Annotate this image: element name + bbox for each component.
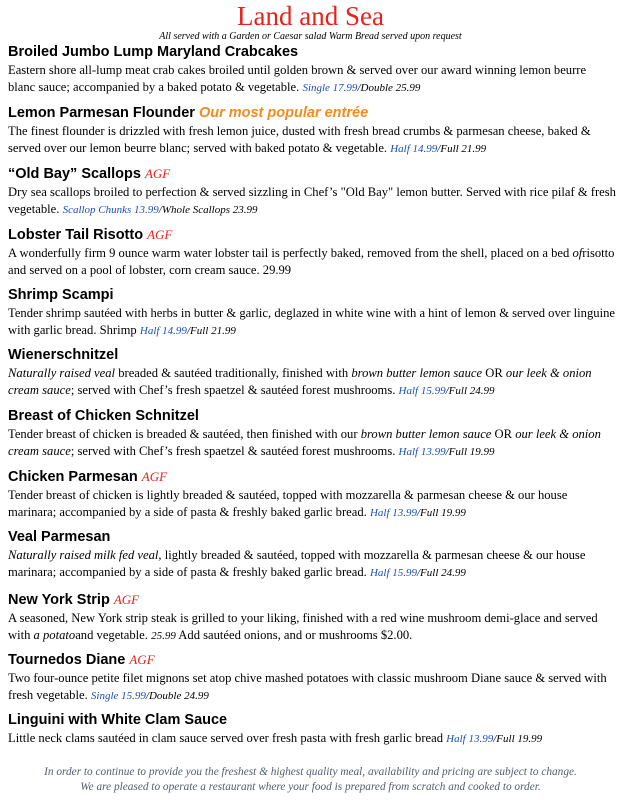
description-text: OR [485, 366, 503, 380]
item-name: New York Strip [8, 592, 110, 608]
description-text: The finest flounder is drizzled with fresh lemon juice, dusted with fresh bread crumbs & parmesan cheese, baked & served over our lemon beurre blanc; served with baked potato & vegetable. [8, 124, 591, 155]
description-italic: brown butter lemon sauce [351, 366, 483, 380]
description-text: A seasoned, New York strip steak is grilled to your liking, finished with a red wine mushroom demi-glace and served with [8, 611, 598, 642]
agf-badge: AGF [144, 166, 171, 181]
menu-item-tournedos-diane [8, 650, 616, 705]
item-name: Shrimp Scampi [8, 287, 114, 303]
price-primary: Half 13.99 [446, 733, 494, 745]
item-name: Veal Parmesan [8, 529, 111, 545]
item-name-row [8, 164, 616, 184]
item-description [8, 245, 616, 279]
item-name: Linguini with White Clam Sauce [8, 712, 228, 728]
item-description [8, 426, 616, 461]
price-secondary: /Full 19.99 [493, 733, 543, 745]
item-name: Chicken Parmesan [8, 469, 138, 485]
footer-line: In order to continue to provide you the freshest & highest quality meal, availability and pricing are subject to change. [44, 766, 577, 778]
item-name: Breast of Chicken Schnitzel [8, 408, 199, 424]
item-name-row [8, 590, 616, 610]
description-text: Tender breast of chicken is breaded & sautéed, then finished with our [8, 427, 358, 441]
description-text: A wonderfully firm 9 ounce warm water lobster tail is perfectly baked, removed from the shell, placed on a bed [8, 246, 570, 260]
item-name: Tournedos Diane [8, 652, 126, 668]
agf-badge: AGF [113, 592, 140, 607]
price-secondary: /Full 24.99 [445, 385, 495, 397]
agf-badge: AGF [141, 469, 168, 484]
agf-badge: AGF [129, 652, 155, 667]
price-primary: Scallop Chunks 13.99 [62, 204, 159, 216]
agf-badge: AGF [147, 227, 173, 242]
description-text: ; served with Chef’s fresh spaetzel & sautéed forest mushrooms. [70, 444, 396, 458]
description-italic: our leek & onion cream sauce [8, 366, 592, 397]
menu-item-chicken-parmesan [8, 467, 616, 522]
description-italic: Naturally raised milk fed veal, [8, 548, 162, 562]
price-primary: Half 13.99 [398, 446, 446, 458]
description-text: risotto and served on a pool of lobster, corn cream sauce. 29.99 [8, 246, 615, 277]
description-text: breaded & sautéed traditionally, finished with [118, 366, 349, 380]
menu-item-new-york-strip [8, 590, 616, 645]
item-description [8, 730, 616, 748]
menu-item-linguini [8, 711, 616, 748]
description-italic: brown butter lemon sauce [360, 427, 492, 441]
price-secondary: /Double 24.99 [145, 690, 209, 702]
item-description [8, 610, 616, 645]
description-text: Tender breast of chicken is lightly breaded & sautéed, topped with mozzarella & parmesan cheese & our house marinara; accompanied by a side of pasta & freshly baked garlic bread. [8, 488, 568, 519]
description-italic: our leek & onion cream sauce [8, 427, 601, 458]
description-italic: a potato [33, 628, 76, 642]
item-description [8, 184, 616, 219]
item-description [8, 487, 616, 522]
price-primary: Half 14.99 [139, 325, 187, 337]
price-secondary: /Full 24.99 [417, 567, 466, 579]
menu-item-wienerschnitzel [8, 346, 616, 400]
description-text: Add sautéed onions, and or mushrooms $2.00. [178, 628, 413, 642]
description-text: Tender shrimp sautéed with herbs in butter & garlic, deglazed in white wine with a hint of lemon & served over linguine with garlic bread. Shrimp [8, 306, 615, 337]
menu-item-veal-parmesan [8, 528, 616, 582]
description-text: OR [494, 427, 513, 441]
item-name-row [8, 467, 616, 487]
price-primary: Single 15.99 [90, 690, 146, 702]
footer-notice [0, 765, 621, 795]
item-name-row [8, 225, 616, 245]
menu-item-scallops [8, 164, 616, 219]
item-name: Broiled Jumbo Lump Maryland Crabcakes [8, 44, 299, 60]
price-primary: Half 13.99 [369, 507, 417, 519]
menu-item-scampi [8, 286, 616, 340]
price-primary: Half 15.99 [369, 567, 417, 579]
menu-item-chicken-schnitzel [8, 407, 616, 461]
item-name-row [8, 650, 616, 670]
description-text: ; served with Chef’s fresh spaetzel & sautéed forest mushrooms. [70, 383, 396, 397]
item-description [8, 123, 616, 158]
popular-tag: Our most popular entrée [198, 105, 369, 121]
price-primary: Half 14.99 [390, 143, 438, 155]
price-secondary: /Whole Scallops 23.99 [158, 204, 258, 216]
menu-item-flounder [8, 104, 616, 158]
item-name: Wienerschnitzel [8, 347, 119, 363]
page-title: Land and Sea [237, 1, 384, 31]
price-secondary: /Full 21.99 [186, 325, 236, 337]
item-name: “Old Bay” Scallops [8, 166, 141, 182]
menu-item-lobster [8, 225, 616, 279]
description-text: Little neck clams sautéed in clam sauce served over fresh pasta with fresh garlic bread [8, 731, 444, 745]
item-description [8, 305, 616, 340]
price-primary: Single 17.99 [302, 82, 358, 94]
description-text: and vegetable. [75, 628, 148, 642]
item-description [8, 62, 616, 97]
price-secondary: /Double 25.99 [357, 82, 421, 94]
item-description [8, 365, 616, 400]
page-subtitle: All served with a Garden or Caesar salad Warm Bread served upon request [159, 31, 462, 42]
description-italic: Naturally raised veal [8, 366, 116, 380]
price-primary: Half 15.99 [398, 385, 446, 397]
price-secondary: /Full 19.99 [417, 507, 466, 519]
item-name: Lemon Parmesan Flounder [8, 105, 195, 121]
item-name: Lobster Tail Risotto [8, 227, 144, 243]
description-text: Two four-ounce petite filet mignons set atop chive mashed potatoes with classic mushroom Diane sauce & served with fresh vegetable. [8, 671, 607, 702]
description-text: Eastern shore all-lump meat crab cakes broiled until golden brown & served over our award winning lemon beurre blanc sauce; accompanied by a baked potato & vegetable. [8, 63, 587, 94]
price-secondary: /Full 21.99 [437, 143, 487, 155]
description-text: lightly breaded & sautéed, topped with mozzarella & parmesan cheese & our house marinara; accompanied by a side of pasta & freshly baked garlic bread. [8, 548, 586, 579]
price: 25.99 [151, 630, 176, 642]
item-description [8, 547, 616, 582]
item-description [8, 670, 616, 705]
description-text: Dry sea scallops broiled to perfection & served sizzling in Chef’s "Old Bay" lemon butter. Served with rice pilaf & fresh vegetable. [8, 185, 616, 216]
price-secondary: /Full 19.99 [445, 446, 495, 458]
description-italic: of [572, 246, 583, 260]
footer-line: We are pleased to operate a restaurant where your food is prepared from scratch and cooked to order. [80, 781, 541, 793]
menu-item-crabcakes [8, 43, 616, 97]
item-name-row [8, 104, 616, 123]
